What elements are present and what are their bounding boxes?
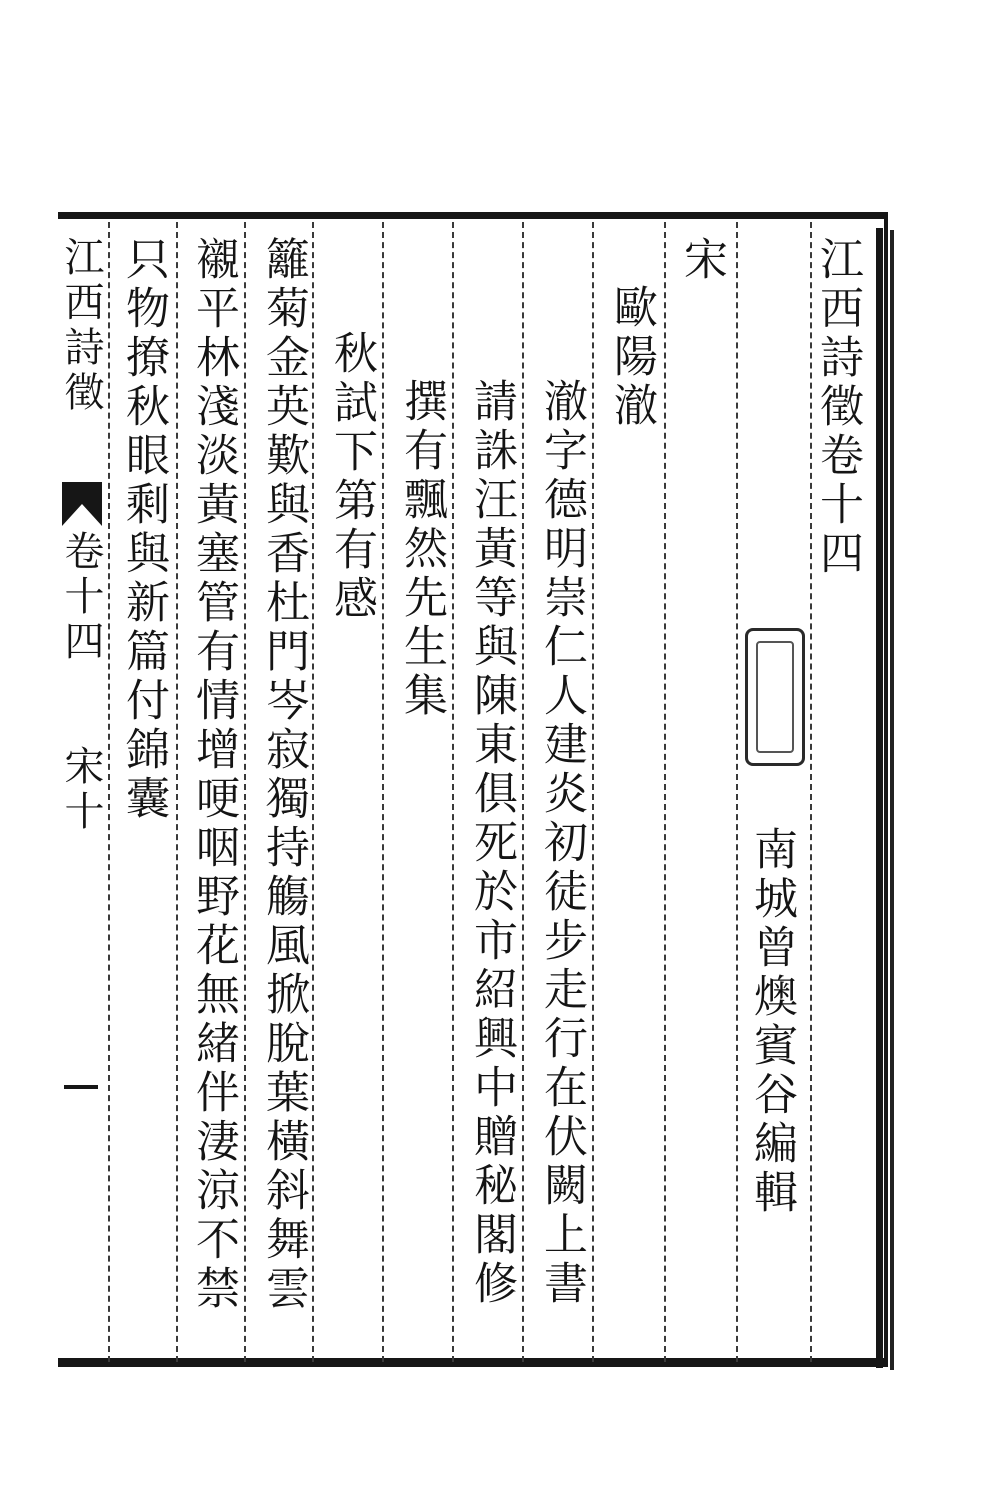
biography-line: 請誅汪黃等與陳東俱死於市紹興中贈秘閣修 — [466, 378, 517, 1309]
margin-title: 江西詩徵 — [58, 236, 104, 416]
margin-volume: 卷十四 — [58, 530, 104, 665]
margin-dynasty: 宋十 — [58, 745, 104, 835]
dynasty-heading: 宋 — [676, 236, 727, 285]
column-rule — [452, 222, 454, 1362]
author-name: 歐陽澈 — [606, 284, 657, 431]
poem-line: 只物撩秋眼剩與新篇付錦囊 — [118, 236, 169, 824]
collector-seal — [745, 628, 805, 766]
column-rule — [312, 222, 314, 1362]
fishtail-mark — [62, 482, 102, 526]
column-rule — [244, 222, 246, 1362]
frame-right-edge — [876, 228, 883, 1368]
poem-line: 襯平林淺淡黃塞管有情增哽咽野花無緒伴淒涼不禁 — [188, 236, 239, 1314]
frame-right-edge-outer — [890, 230, 894, 1370]
column-rule — [664, 222, 666, 1362]
biography-line: 澈字德明崇仁人建炎初徒步走行在伏闕上書 — [536, 378, 587, 1309]
column-rule — [108, 222, 110, 1362]
compiler-credit: 南城曾燠賓谷編輯 — [746, 826, 797, 1218]
column-rule — [382, 222, 384, 1362]
column-rule — [592, 222, 594, 1362]
column-rule — [736, 222, 738, 1362]
column-rule — [522, 222, 524, 1362]
margin-page-number — [64, 1085, 98, 1089]
column-rule — [176, 222, 178, 1362]
biography-line: 撰有飄然先生集 — [396, 378, 447, 721]
poem-title: 秋試下第有感 — [326, 330, 377, 624]
poem-line: 籬菊金英歎與香杜門岑寂獨持觴風掀脫葉橫斜舞雲 — [258, 236, 309, 1314]
volume-title: 江西詩徵卷十四 — [812, 236, 863, 579]
